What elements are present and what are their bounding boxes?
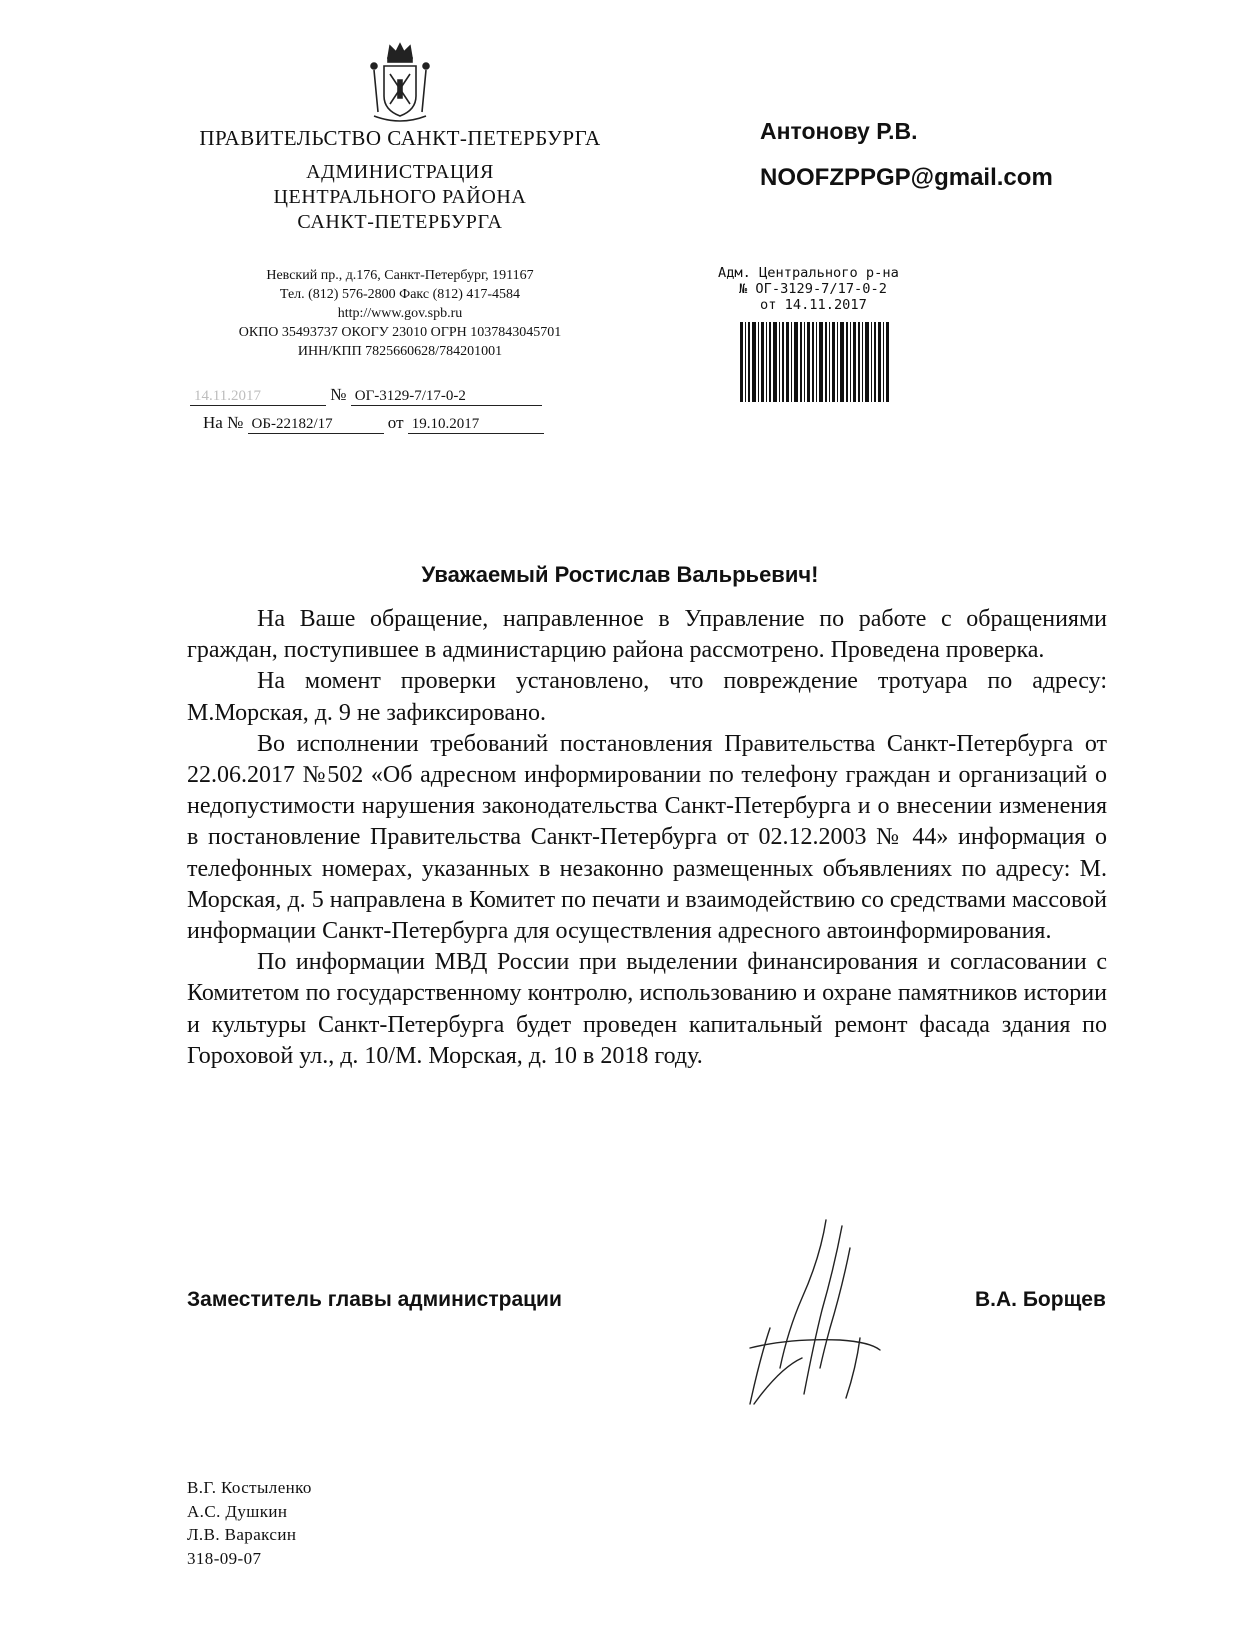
paragraph: По информации МВД России при выделении финансирования и согласовании с Комитетом по государственному контролю, использованию и охране памятников истории и культуры Санкт-Петербурга будет проведен капитальный ремонт фасада здания по Гороховой ул., д. 10/М. Морская, д. 10 в 2018 году.	[187, 949, 1107, 1069]
stamp-line-3: от 14.11.2017	[760, 298, 867, 313]
registration-date: 14.11.2017	[190, 388, 326, 406]
handwritten-signature-icon	[730, 1218, 890, 1408]
outgoing-registration	[190, 385, 542, 406]
reference-date: 19.10.2017	[408, 416, 544, 434]
paragraph: Во исполнении требований постановления Правительства Санкт-Петербурга от 22.06.2017 №502 «Об адресном информировании по телефону граждан и организаций о недопустимости нарушения законодательства Санкт-Петербурга и о внесении изменения в постановление Правительства Санкт-Петербурга от 02.12.2003 № 44» информация о телефонных номерах, указанных в незаконно размещенных объявлениях по адресу: М. Морская, д. 5 направлена в Комитет по печати и взаимодействию со средствами массовой информации Санкт-Петербурга для осуществления адресного автоинформирования.	[187, 730, 1107, 945]
barcode-icon	[740, 322, 890, 402]
stamp-line-2: № ОГ-3129-7/17-0-2	[739, 282, 887, 297]
admin-line-1: АДМИНИСТРАЦИЯ	[306, 161, 494, 183]
address-line: Невский пр., д.176, Санкт-Петербург, 191167	[266, 268, 534, 283]
letter-body	[187, 604, 1107, 1072]
executor-phone: 318-09-07	[187, 1548, 262, 1568]
government-title: ПРАВИТЕЛЬСТВО САНКТ-ПЕТЕРБУРГА	[199, 126, 601, 150]
paragraph: На момент проверки установлено, что повреждение тротуара по адресу: М.Морская, д. 9 не зафиксировано.	[187, 668, 1107, 726]
registration-stamp	[718, 266, 899, 314]
number-label: №	[330, 385, 347, 404]
executors-list	[187, 1476, 312, 1570]
reference-registration	[203, 413, 544, 434]
phone-line: Тел. (812) 576-2800 Факс (812) 417-4584	[279, 287, 521, 302]
admin-line-3: САНКТ-ПЕТЕРБУРГА	[297, 211, 503, 233]
stamp-line-1: Адм. Центрального р-на	[718, 266, 899, 281]
signer-name: В.А. Борщев	[975, 1288, 1106, 1311]
executor-name: В.Г. Костыленко	[187, 1478, 312, 1497]
codes-line: ОКПО 35493737 ОКОГУ 23010 ОГРН 1037843045701	[238, 325, 562, 340]
salutation: Уважаемый Ростислав Вальрьевич!	[421, 562, 819, 587]
website-line: http://www.gov.spb.ru	[337, 306, 463, 321]
admin-line-2: ЦЕНТРАЛЬНОГО РАЙОНА	[273, 186, 527, 208]
recipient-name: Антонову Р.В.	[760, 118, 918, 144]
recipient-email: NOOFZPPGP@gmail.com	[760, 164, 1053, 191]
inn-line: ИНН/КПП 7825660628/784201001	[297, 344, 503, 359]
reference-number: ОБ-22182/17	[248, 416, 384, 434]
coat-of-arms-icon	[368, 40, 432, 124]
registration-number: ОГ-3129-7/17-0-2	[351, 388, 542, 406]
paragraph: На Ваше обращение, направленное в Управление по работе с обращениями граждан, поступившее в администарцию района рассмотрено. Проведена проверка.	[187, 606, 1107, 664]
contact-details	[190, 266, 610, 361]
administration-name	[190, 160, 610, 235]
from-label: от	[387, 413, 404, 432]
executor-name: Л.В. Вараксин	[187, 1525, 297, 1544]
signer-title: Заместитель главы администрации	[187, 1288, 562, 1311]
executor-name: А.С. Душкин	[187, 1501, 288, 1521]
reference-label: На №	[203, 413, 244, 432]
